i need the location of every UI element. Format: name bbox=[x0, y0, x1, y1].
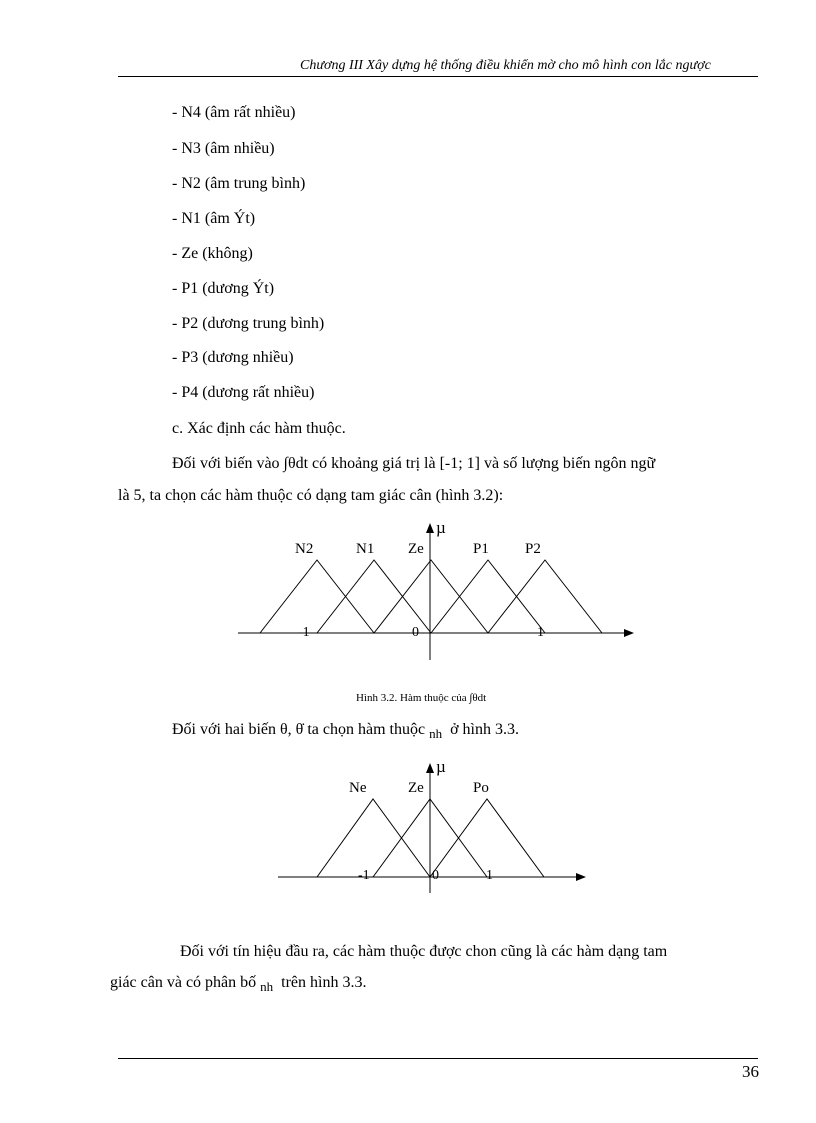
paragraph-1-line-2: là 5, ta chọn các hàm thuộc có dạng tam giác cân (hình 3.2): bbox=[118, 487, 504, 504]
label-ze: Ze bbox=[408, 780, 424, 796]
label-n1: N1 bbox=[356, 541, 375, 557]
list-item: - N1 (âm Ýt) bbox=[172, 210, 256, 227]
page-number: 36 bbox=[742, 1062, 759, 1081]
label-n2: N2 bbox=[295, 541, 314, 557]
list-item: - P1 (dương Ýt) bbox=[172, 280, 275, 297]
y-axis-arrow bbox=[426, 763, 434, 773]
y-axis-arrow bbox=[426, 523, 434, 533]
membership-p2 bbox=[488, 560, 602, 633]
paragraph-2: Đối với hai biến θ, θ̇ ta chọn hàm thuộc $_{nh}$ ở hình 3.3. bbox=[172, 721, 519, 741]
label-ze: Ze bbox=[408, 541, 424, 557]
tick-neg-one: -1 bbox=[298, 625, 310, 640]
membership-ne bbox=[317, 799, 430, 877]
paragraph-3-line-1: Đối với tín hiệu đầu ra, các hàm thuộc được chon cũng là các hàm dạng tam bbox=[180, 943, 668, 960]
mu-label: µ bbox=[436, 518, 446, 537]
label-po: Po bbox=[473, 780, 489, 796]
figure-3-2-caption: Hình 3.2. Hàm thuộc của ∫θdt bbox=[356, 692, 487, 704]
tick-zero: 0 bbox=[432, 868, 439, 883]
label-p1: P1 bbox=[473, 541, 489, 557]
list-item: - N3 (âm nhiều) bbox=[172, 140, 275, 157]
membership-p1 bbox=[431, 560, 545, 633]
list-item: - P2 (dương trung bình) bbox=[172, 315, 325, 332]
mu-label: µ bbox=[436, 757, 446, 776]
header-rule bbox=[118, 76, 758, 77]
paragraph-1-line-1: Đối với biến vào ∫θdt có khoảng giá trị là [-1; 1] và số lượng biến ngôn ngữ bbox=[172, 455, 656, 472]
x-axis-arrow bbox=[576, 873, 586, 881]
tick-one: 1 bbox=[486, 868, 493, 883]
list-item: - Ze (không) bbox=[172, 245, 253, 262]
tick-zero: 0 bbox=[412, 625, 419, 640]
section-heading: c. Xác định các hàm thuộc. bbox=[172, 420, 346, 437]
label-p2: P2 bbox=[525, 541, 541, 557]
membership-n1 bbox=[317, 560, 431, 633]
footer-rule bbox=[118, 1058, 758, 1059]
list-item: - P3 (dương nhiều) bbox=[172, 349, 294, 366]
membership-ze bbox=[374, 560, 488, 633]
tick-one: 1 bbox=[537, 625, 544, 640]
tick-neg-one: -1 bbox=[358, 868, 370, 883]
list-item: - P4 (dương rất nhiều) bbox=[172, 384, 315, 401]
list-item: - N4 (âm rất nhiều) bbox=[172, 104, 296, 121]
membership-po bbox=[430, 799, 544, 877]
label-ne: Ne bbox=[349, 780, 367, 796]
list-item: - N2 (âm trung bình) bbox=[172, 175, 306, 192]
figure-3-3 bbox=[272, 757, 592, 897]
figure-3-2 bbox=[230, 515, 640, 665]
running-header: Chương III Xây dựng hệ thống điều khiển mờ cho mô hình con lắc ngược bbox=[300, 58, 711, 73]
x-axis-arrow bbox=[624, 629, 634, 637]
membership-n2 bbox=[260, 560, 374, 633]
paragraph-3-line-2: giác cân và có phân bố $_{nh}$ trên hình 3.3. bbox=[110, 974, 367, 994]
